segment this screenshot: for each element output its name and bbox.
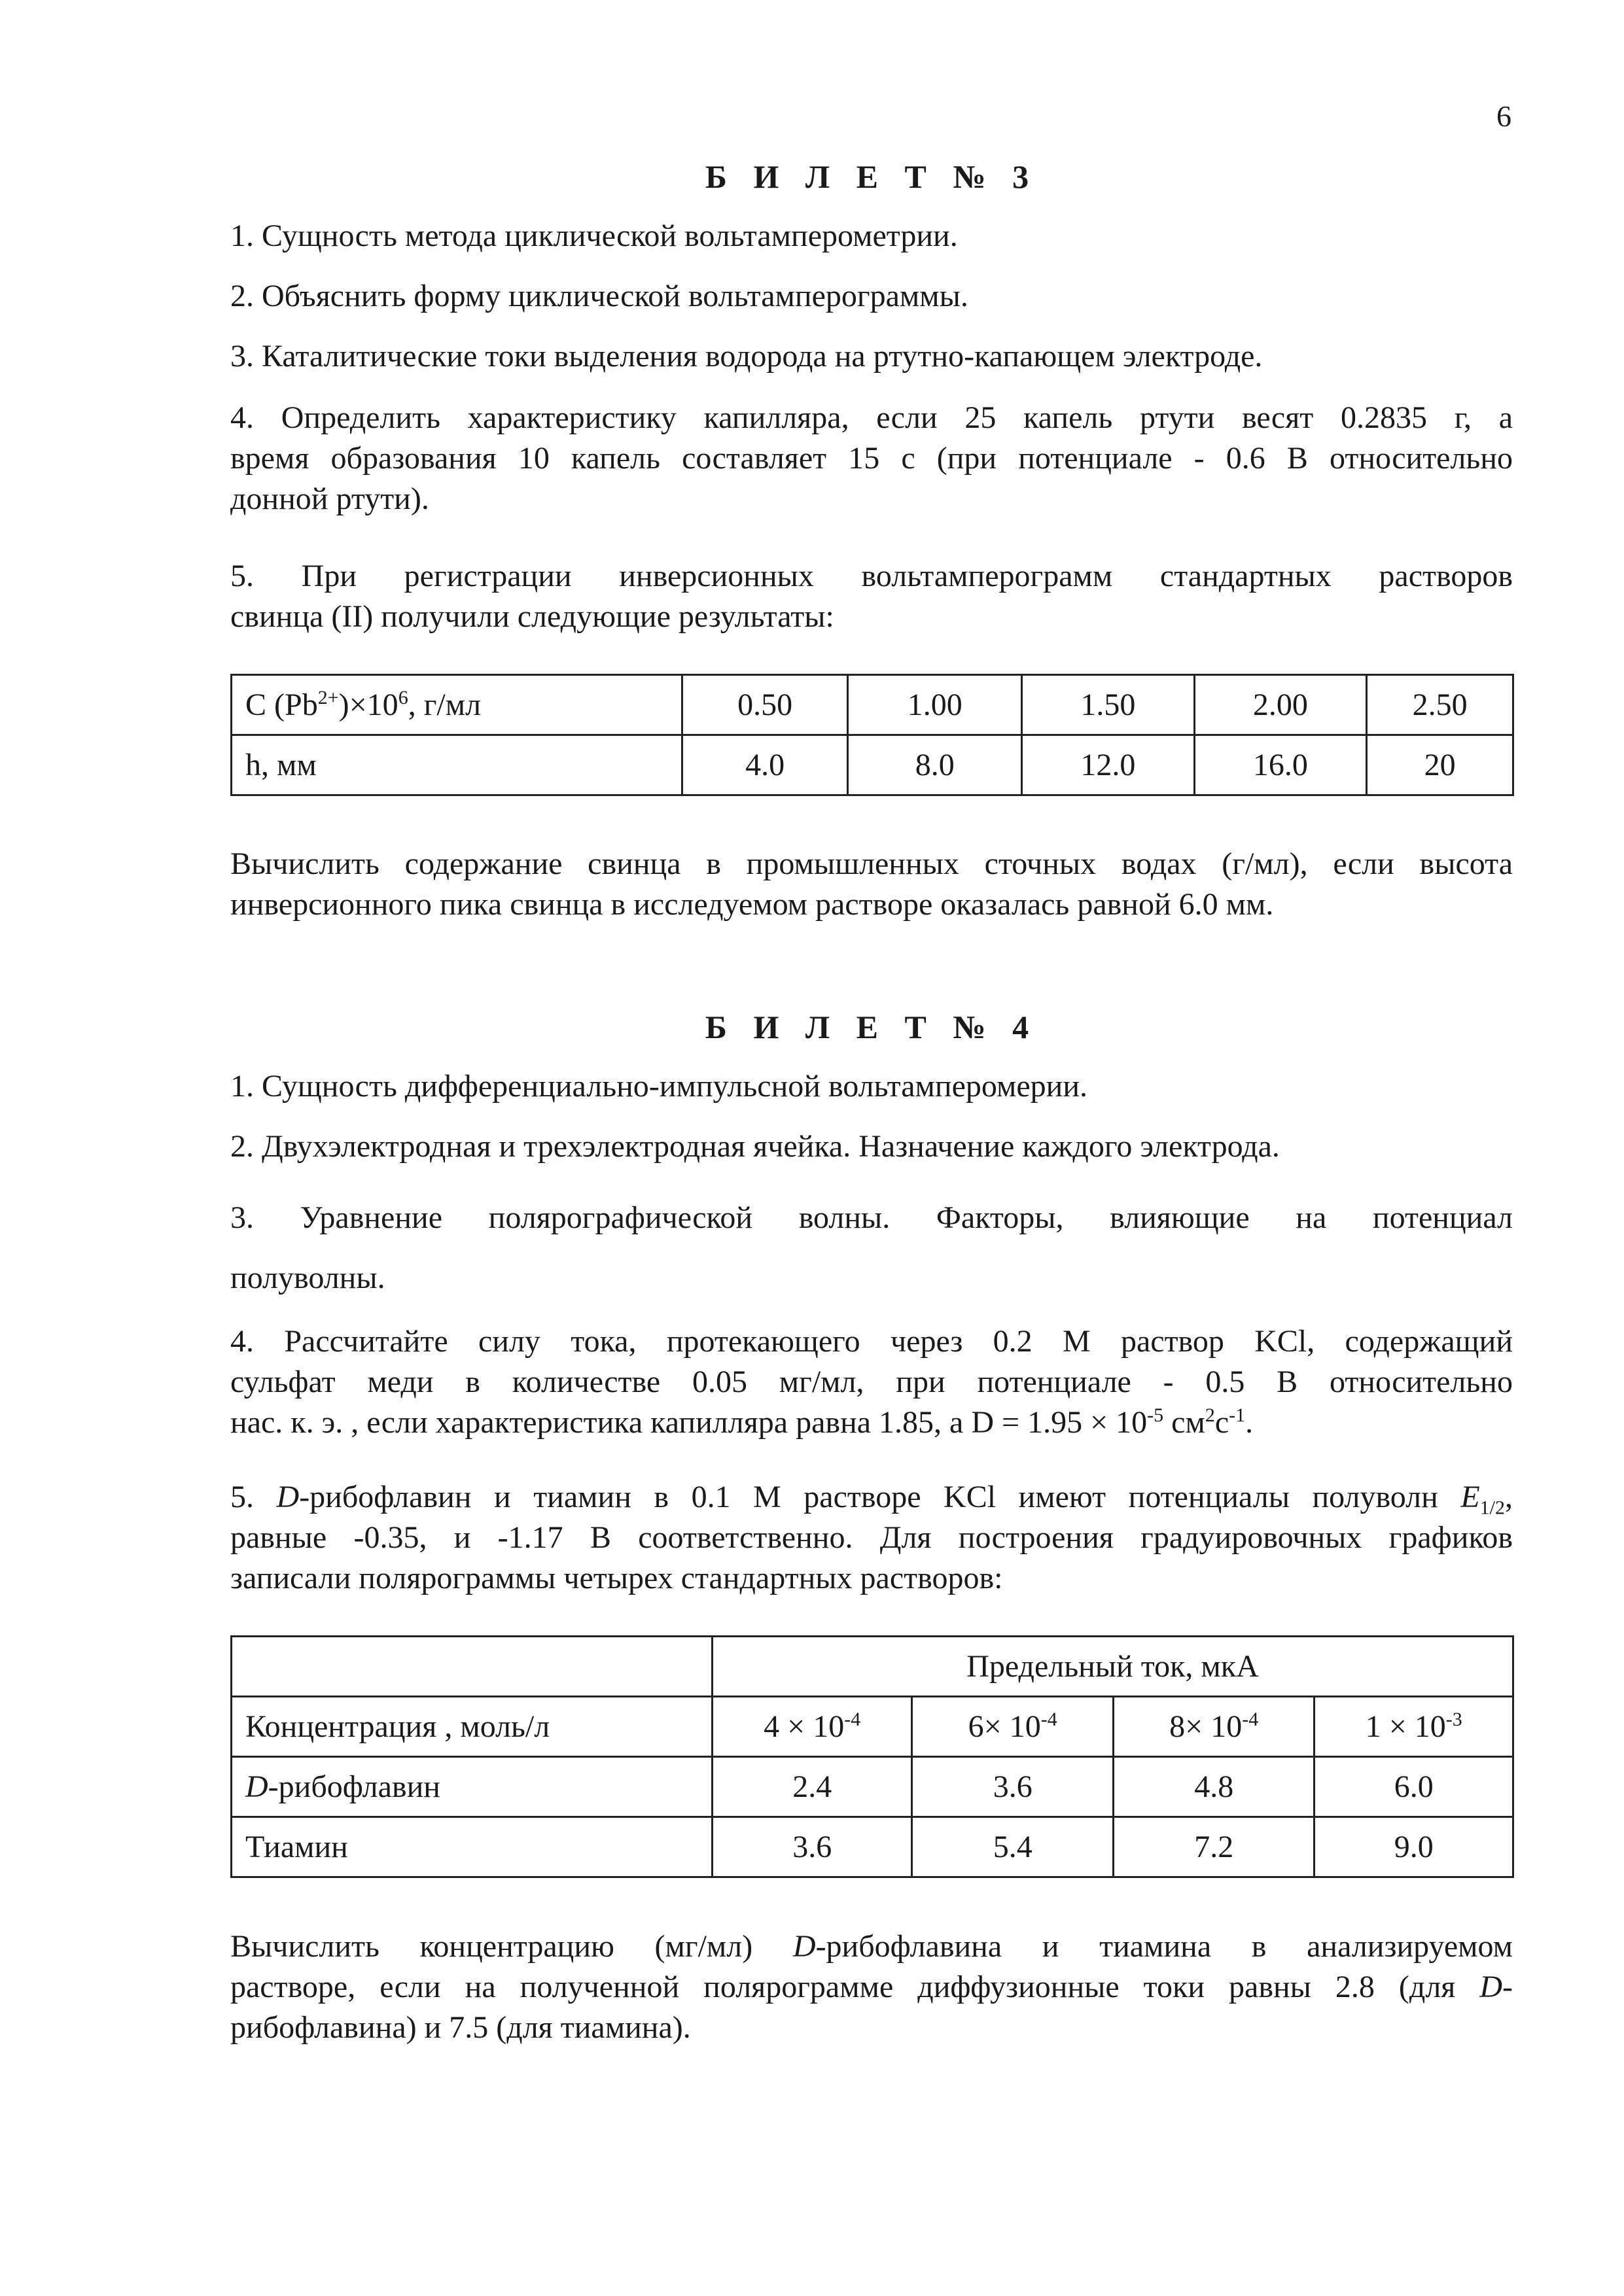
table-row: [232, 735, 1513, 795]
table-cell: 4.8: [1113, 1757, 1315, 1817]
ticket-4-q5-line-1: 5. D-рибофлавин и тиамин в 0.1 М растворе KCl имеют потенциалы полуволн $E_{1/2}$,: [230, 1480, 1513, 1519]
table-cell: 6.0: [1315, 1757, 1513, 1817]
table-header-limiting-current: Предельный ток, мкА: [712, 1637, 1513, 1697]
ticket-4-task: [230, 1926, 1513, 2048]
ticket-3-task-line-1: Вычислить содержание свинца в промышленных сточных водах (г/мл), если высота: [230, 846, 1513, 881]
ticket-4-task-line-3: рибофлавина) и 7.5 (для тиамина).: [230, 2010, 691, 2045]
ticket-3-task: [230, 844, 1513, 925]
table-cell: 3.6: [712, 1817, 912, 1877]
ticket-4-q3-line-1: 3. Уравнение полярографической волны. Факторы, влияющие на потенциал: [230, 1200, 1513, 1235]
table-row: [232, 1637, 1513, 1697]
ticket-3-q4-line-3: донной ртути).: [230, 481, 429, 516]
table-cell: 7.2: [1113, 1817, 1315, 1877]
table-cell: 20: [1367, 735, 1513, 795]
table-cell-thiamine-label: Тиамин: [232, 1817, 713, 1877]
table-cell: 2.50: [1367, 675, 1513, 735]
page-number: 6: [1496, 99, 1511, 133]
table-cell: $1 \times 10^{-3}$: [1315, 1697, 1513, 1757]
ticket-3-title: Б И Л Е Т № 3: [705, 158, 1038, 195]
ticket-4-table: [230, 1635, 1514, 1878]
ticket-4-question-3: [230, 1188, 1513, 1308]
table-row: [232, 1757, 1513, 1817]
table-cell-height-label: h, мм: [232, 735, 682, 795]
table-cell-concentration-label: C $(Pb^{2+})\times 10^6$, г/мл: [232, 675, 682, 735]
table-cell: 9.0: [1315, 1817, 1513, 1877]
table-cell: 2.4: [712, 1757, 912, 1817]
table-cell: 0.50: [682, 675, 848, 735]
ticket-4-task-line-1: Вычислить концентрацию (мг/мл) D-рибофлавина и тиамина в анализируемом: [230, 1929, 1513, 1964]
table-cell: 4.0: [682, 735, 848, 795]
table-cell: $6\times 10^{-4}$: [912, 1697, 1114, 1757]
ticket-4-question-5: [230, 1477, 1513, 1599]
ticket-4-task-line-2: растворе, если на полученной полярограмме диффузионные токи равны 2.8 (для D-: [230, 1970, 1513, 2004]
ticket-3-q5-line-1: 5. При регистрации инверсионных вольтамперограмм стандартных растворов: [230, 559, 1513, 593]
ticket-3-q4-line-2: время образования 10 капель составляет 15 с (при потенциале - 0.6 В относительно: [230, 441, 1513, 476]
table-row: [232, 1697, 1513, 1757]
table-cell: 2.00: [1194, 675, 1367, 735]
ticket-3-task-line-2: инверсионного пика свинца в исследуемом растворе оказалась равной 6.0 мм.: [230, 887, 1274, 922]
ticket-4-title: Б И Л Е Т № 4: [705, 1009, 1038, 1045]
ticket-3-q4-line-1: 4. Определить характеристику капилляра, если 25 капель ртути весят 0.2835 г, а: [230, 400, 1513, 435]
ticket-4-question-2: 2. Двухэлектродная и трехэлектродная ячейка. Назначение каждого электрода.: [230, 1129, 1280, 1164]
ticket-4-q5-line-3: записали полярограммы четырех стандартных растворов:: [230, 1561, 1003, 1595]
table-cell-riboflavin-label: D-рибофлавин: [232, 1757, 713, 1817]
table-cell: 5.4: [912, 1817, 1114, 1877]
ticket-3-question-1: 1. Сущность метода циклической вольтамперометрии.: [230, 218, 958, 253]
ticket-4-q4-line-1: 4. Рассчитайте силу тока, протекающего через 0.2 М раствор KCl, содержащий: [230, 1324, 1513, 1359]
ticket-3-question-4: [230, 398, 1513, 519]
table-cell: 8.0: [848, 735, 1022, 795]
ticket-4-q3-line-2: полуволны.: [230, 1261, 385, 1295]
ticket-4-question-4: [230, 1321, 1513, 1443]
ticket-3-question-2: 2. Объяснить форму циклической вольтамперограммы.: [230, 279, 968, 313]
table-cell: 12.0: [1022, 735, 1195, 795]
table-row: [232, 1817, 1513, 1877]
table-cell: 16.0: [1194, 735, 1367, 795]
table-cell: 3.6: [912, 1757, 1114, 1817]
table-cell-empty-header: [232, 1637, 713, 1697]
ticket-3-question-3: 3. Каталитические токи выделения водорода на ртутно-капающем электроде.: [230, 339, 1263, 374]
ticket-3-table: [230, 674, 1514, 796]
table-cell: 1.00: [848, 675, 1022, 735]
ticket-3-question-5: [230, 556, 1513, 637]
ticket-4-q4-line-2: сульфат меди в количестве 0.05 мг/мл, при потенциале - 0.5 В относительно: [230, 1365, 1513, 1399]
table-cell: 1.50: [1022, 675, 1195, 735]
table-cell: $8\times 10^{-4}$: [1113, 1697, 1315, 1757]
ticket-4-q5-line-2: равные -0.35, и -1.17 В соответственно. Для построения градуировочных графиков: [230, 1520, 1513, 1555]
ticket-3-q5-line-2: свинца (II) получили следующие результаты:: [230, 599, 834, 634]
ticket-4-question-1: 1. Сущность дифференциально-импульсной вольтамперомерии.: [230, 1069, 1088, 1104]
table-cell-concentration-label: Концентрация , моль/л: [232, 1697, 713, 1757]
ticket-4-q4-line-3: нас. к. э. , если характеристика капилляра равна 1.85, а $D = 1.95 \times 10^{-5}$ $см^2с^{-1}$.: [230, 1404, 1254, 1440]
table-cell: $4 \times 10^{-4}$: [712, 1697, 912, 1757]
table-row: [232, 675, 1513, 735]
